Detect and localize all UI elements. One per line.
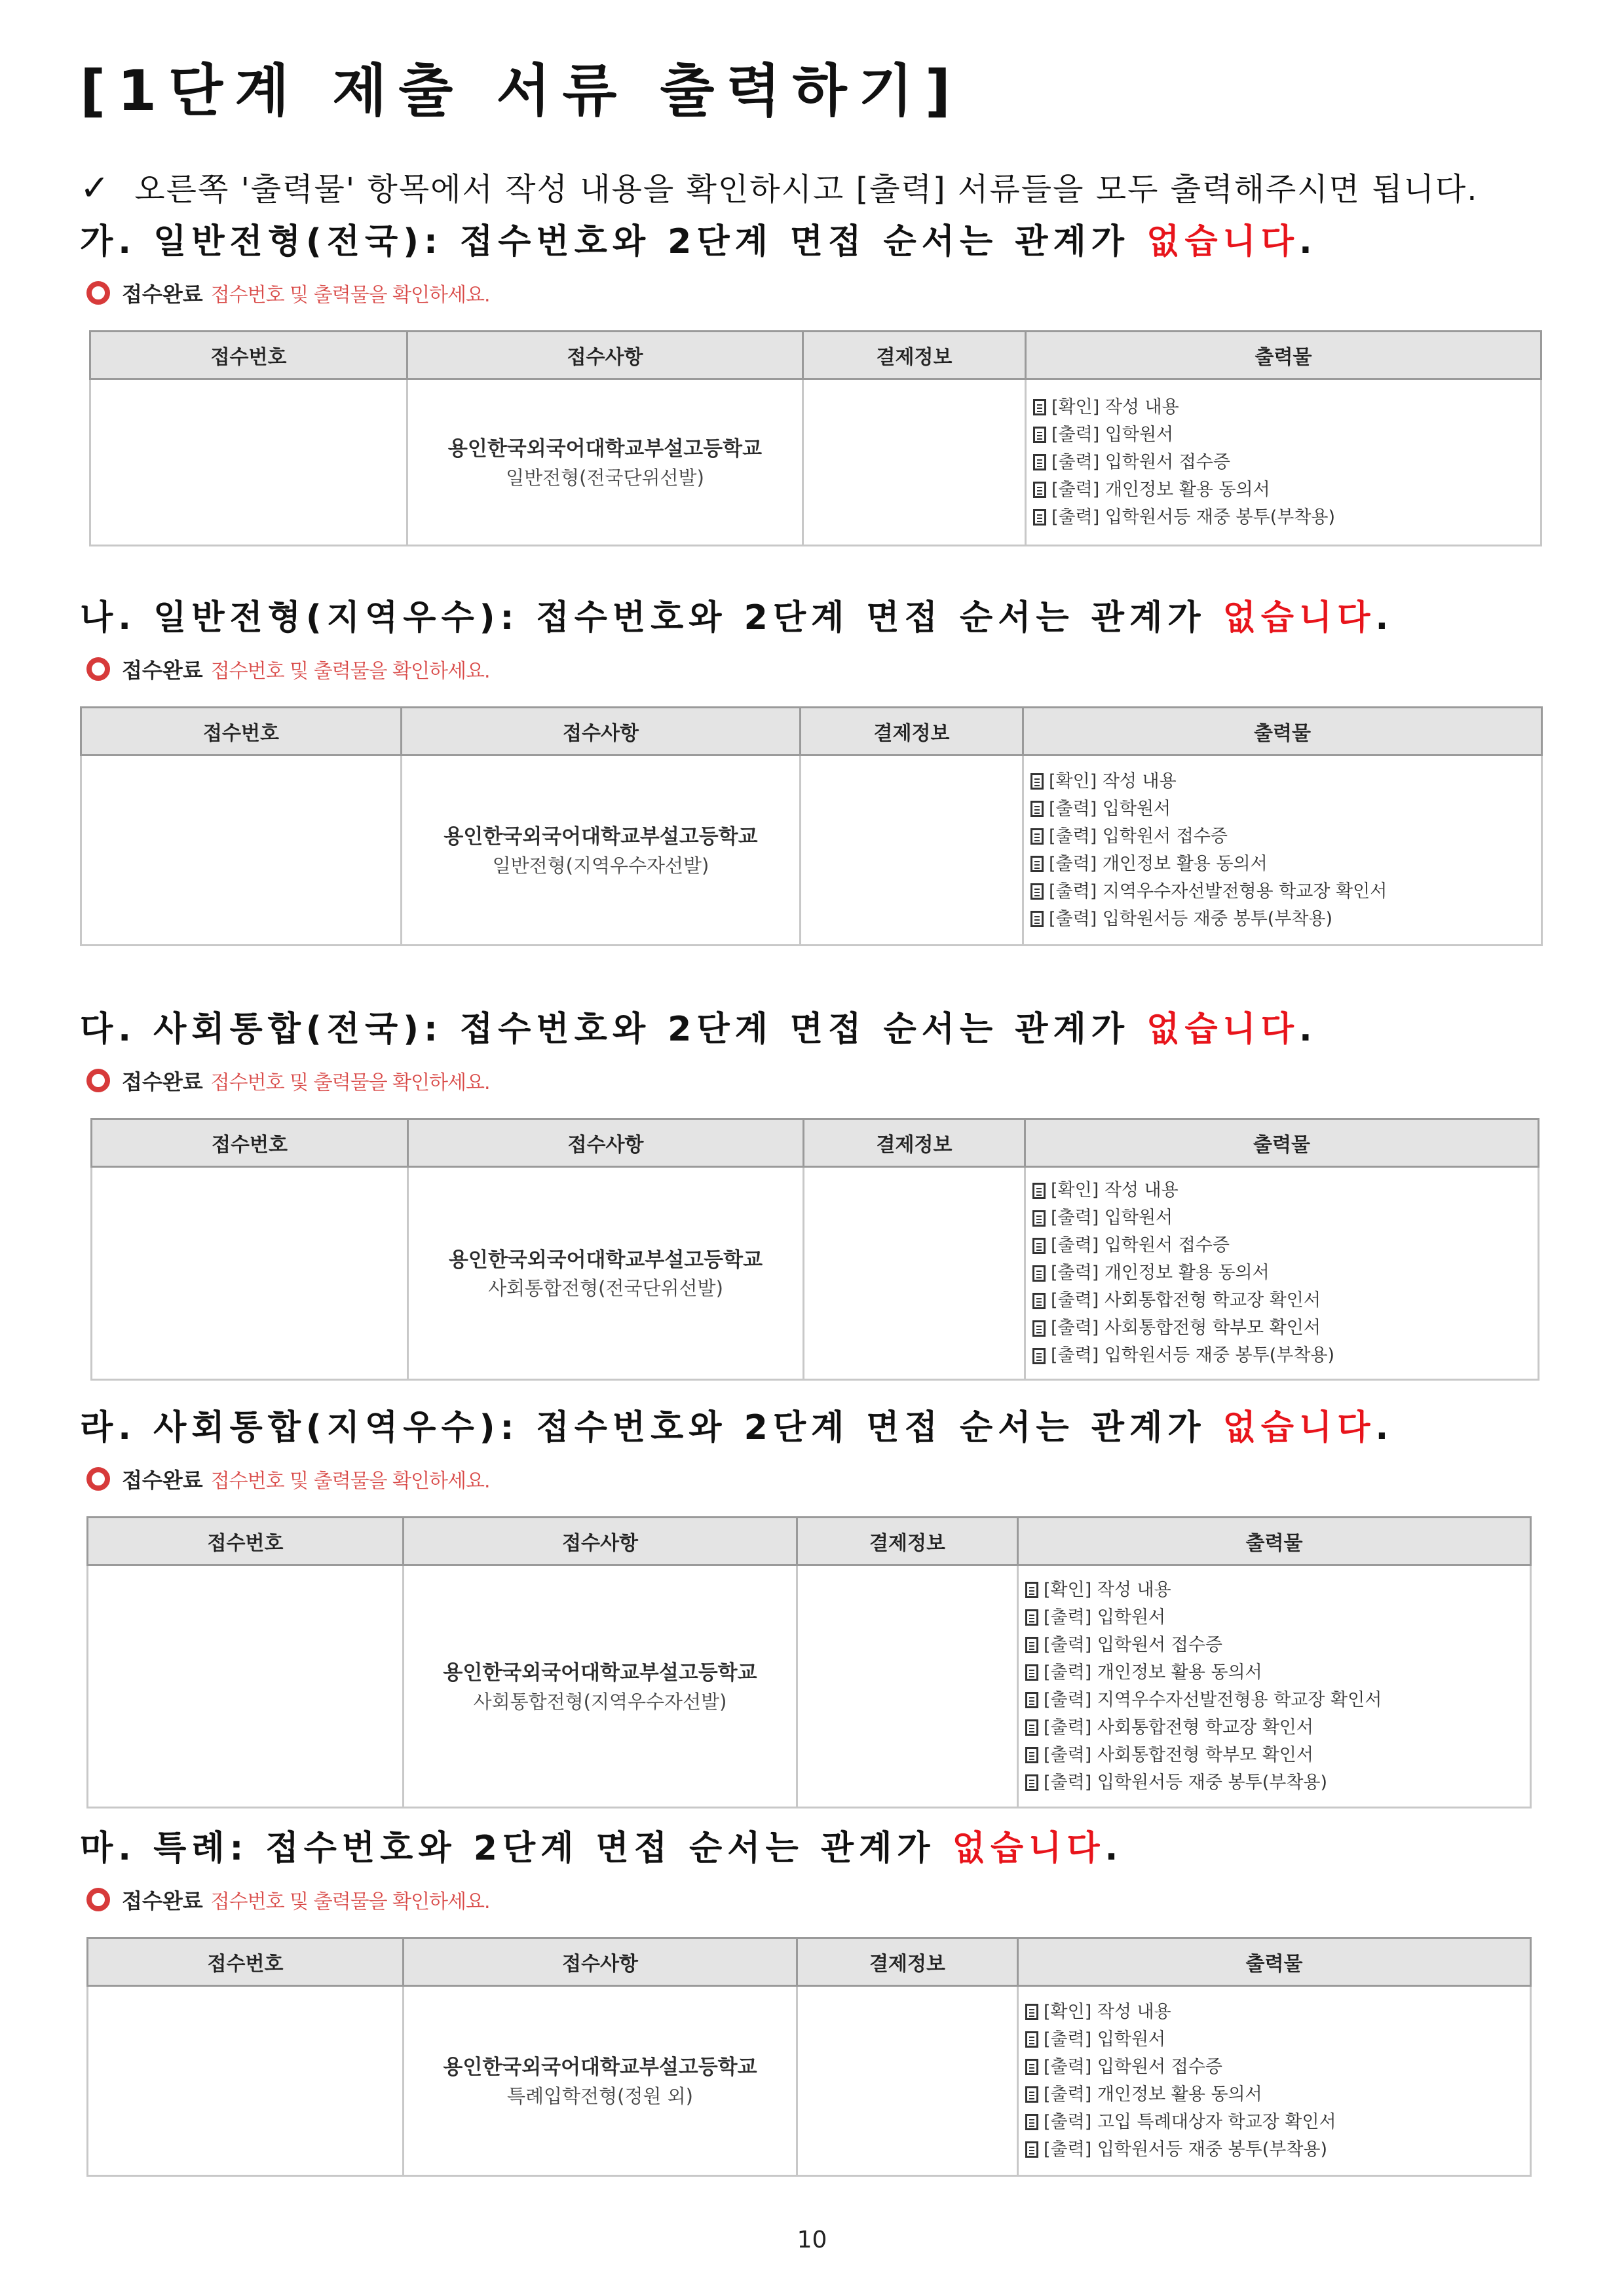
output-item-link[interactable]	[1032, 1259, 1531, 1287]
column-header: 결제정보	[797, 1518, 1018, 1565]
document-icon	[1025, 2004, 1038, 2020]
output-item-link[interactable]	[1032, 1287, 1531, 1314]
section-1	[80, 221, 1547, 546]
admission-track: 사회통합전형(지역우수자선발)	[473, 1690, 727, 1713]
section-heading	[80, 1407, 1547, 1448]
status-ring-icon	[86, 1069, 110, 1092]
output-item-link[interactable]	[1025, 1999, 1523, 2026]
heading-suffix: .	[1105, 1829, 1124, 1868]
document-icon	[1025, 1664, 1038, 1681]
document-icon	[1025, 1774, 1038, 1791]
application-table	[86, 1516, 1532, 1808]
document-icon	[1030, 801, 1044, 817]
document-icon	[1033, 509, 1046, 526]
status-line	[86, 1065, 1547, 1096]
output-item-link[interactable]	[1033, 476, 1534, 504]
column-header: 접수사항	[408, 1119, 804, 1167]
output-item-link[interactable]	[1025, 2109, 1523, 2136]
output-item-link[interactable]	[1025, 1577, 1523, 1604]
application-table	[80, 706, 1543, 946]
document-icon	[1030, 773, 1044, 790]
column-header: 출력물	[1025, 1119, 1539, 1167]
output-item-label: [확인] 작성 내용	[1044, 2001, 1171, 2022]
payment-info-cell	[803, 379, 1026, 546]
output-item-link[interactable]	[1033, 394, 1534, 421]
section-heading	[80, 598, 1547, 638]
status-hint: 접수번호 및 출력물을 확인하세요.	[210, 660, 490, 683]
output-item-label: [출력] 입학원서등 재중 봉투(부착용)	[1051, 1345, 1335, 1366]
document-icon	[1025, 2086, 1038, 2103]
output-item-link[interactable]	[1030, 768, 1534, 795]
output-item-label: [출력] 개인정보 활용 동의서	[1044, 2084, 1262, 2105]
admission-track: 일반전형(지역우수자선발)	[492, 854, 709, 877]
status-line	[86, 1885, 1547, 1915]
status-ring-icon	[86, 657, 110, 681]
table-header-row	[88, 1938, 1531, 1986]
application-number-cell	[81, 756, 402, 946]
output-item-label: [출력] 입학원서등 재중 봉투(부착용)	[1044, 2139, 1328, 2160]
payment-info-cell	[797, 1565, 1018, 1808]
output-item-label: [확인] 작성 내용	[1051, 396, 1179, 417]
output-item-label: [출력] 입학원서	[1044, 2029, 1166, 2050]
column-header: 접수번호	[90, 332, 407, 379]
output-item-label: [출력] 지역우수자선발전형용 학교장 확인서	[1044, 1689, 1382, 1710]
output-list-cell	[1023, 756, 1542, 946]
output-item-label: [출력] 개인정보 활용 동의서	[1044, 1662, 1262, 1683]
document-icon	[1025, 1582, 1038, 1598]
table-row	[81, 756, 1542, 946]
output-item-link[interactable]	[1030, 851, 1534, 878]
document-icon	[1030, 883, 1044, 900]
output-item-link[interactable]	[1025, 1742, 1523, 1769]
column-header: 접수사항	[407, 332, 803, 379]
document-icon	[1032, 1265, 1046, 1282]
section-heading	[80, 221, 1547, 262]
output-item-label: [출력] 입학원서 접수증	[1044, 1634, 1222, 1655]
section-2	[80, 598, 1547, 946]
page-title: [1단계 제출 서류 출력하기]	[80, 58, 963, 124]
heading-text: 다. 사회통합(전국): 접수번호와 2단계 면접 순서는 관계가	[80, 1010, 1147, 1049]
payment-info-cell	[804, 1167, 1025, 1380]
table-row	[90, 379, 1541, 546]
table-header-row	[92, 1119, 1539, 1167]
application-number-cell	[88, 1986, 404, 2176]
status-label: 접수완료	[122, 658, 203, 683]
output-item-link[interactable]	[1030, 823, 1534, 851]
document-icon	[1025, 2114, 1038, 2130]
column-header: 출력물	[1026, 332, 1541, 379]
output-item-label: [출력] 입학원서	[1051, 424, 1174, 445]
checkmark-icon: ✓	[80, 167, 111, 208]
output-item-link[interactable]	[1025, 2136, 1523, 2164]
heading-text: 라. 사회통합(지역우수): 접수번호와 2단계 면접 순서는 관계가	[80, 1408, 1223, 1447]
output-item-label: [확인] 작성 내용	[1044, 1579, 1171, 1600]
output-item-label: [출력] 개인정보 활용 동의서	[1051, 479, 1270, 500]
output-item-label: [출력] 입학원서	[1044, 1607, 1166, 1628]
output-item-label: [출력] 입학원서	[1051, 1208, 1173, 1229]
output-item-label: [출력] 입학원서 접수증	[1051, 1235, 1230, 1256]
status-ring-icon	[86, 1467, 110, 1491]
output-item-link[interactable]	[1032, 1314, 1531, 1342]
payment-info-cell	[797, 1986, 1018, 2176]
table-header-row	[88, 1518, 1531, 1565]
heading-emphasis: 없습니다	[1146, 1010, 1300, 1049]
heading-text: 나. 일반전형(지역우수): 접수번호와 2단계 면접 순서는 관계가	[80, 598, 1223, 638]
output-item-link[interactable]	[1025, 1687, 1523, 1714]
intro-line	[80, 167, 1560, 210]
output-list-cell	[1026, 379, 1541, 546]
column-header: 접수사항	[404, 1938, 797, 1986]
document-icon	[1033, 482, 1046, 498]
output-item-link[interactable]	[1025, 2026, 1523, 2054]
school-name: 용인한국외국어대학교부설고등학교	[443, 1661, 757, 1685]
output-item-link[interactable]	[1030, 906, 1534, 933]
heading-emphasis: 없습니다	[1146, 222, 1300, 261]
column-header: 접수번호	[88, 1518, 404, 1565]
output-item-label: [출력] 입학원서 접수증	[1051, 451, 1230, 472]
document-icon	[1025, 2031, 1038, 2048]
output-item-label: [출력] 입학원서 접수증	[1049, 826, 1228, 847]
output-item-label: [출력] 입학원서등 재중 봉투(부착용)	[1049, 908, 1333, 929]
document-icon	[1032, 1210, 1046, 1227]
status-label: 접수완료	[122, 282, 203, 307]
heading-text: 가. 일반전형(전국): 접수번호와 2단계 면접 순서는 관계가	[80, 222, 1147, 261]
table-row	[88, 1565, 1531, 1808]
document-icon	[1033, 427, 1046, 443]
school-name: 용인한국외국어대학교부설고등학교	[447, 437, 763, 461]
application-details-cell	[407, 379, 803, 546]
section-heading	[80, 1009, 1547, 1050]
column-header: 결제정보	[804, 1119, 1025, 1167]
output-item-link[interactable]	[1030, 795, 1534, 823]
document-icon	[1030, 856, 1044, 872]
output-item-label: [출력] 입학원서	[1049, 798, 1171, 819]
document-icon	[1032, 1348, 1046, 1364]
output-item-link[interactable]	[1032, 1232, 1531, 1259]
column-header: 접수번호	[88, 1938, 404, 1986]
heading-emphasis: 없습니다	[952, 1829, 1105, 1868]
table-row	[88, 1986, 1531, 2176]
output-item-label: [출력] 입학원서 접수증	[1044, 2056, 1222, 2077]
document-icon	[1032, 1293, 1046, 1309]
section-heading	[80, 1828, 1547, 1869]
output-item-link[interactable]	[1032, 1342, 1531, 1369]
column-header: 결제정보	[801, 708, 1023, 756]
status-line	[86, 654, 1547, 684]
output-item-link[interactable]	[1025, 2054, 1523, 2081]
output-item-link[interactable]	[1025, 1769, 1523, 1797]
output-item-label: [출력] 지역우수자선발전형용 학교장 확인서	[1049, 881, 1388, 902]
column-header: 출력물	[1018, 1518, 1531, 1565]
output-list-cell	[1018, 1565, 1531, 1808]
application-number-cell	[92, 1167, 408, 1380]
column-header: 접수번호	[92, 1119, 408, 1167]
document-icon	[1033, 399, 1046, 415]
table-header-row	[90, 332, 1541, 379]
heading-suffix: .	[1375, 598, 1394, 638]
output-item-label: [출력] 입학원서등 재중 봉투(부착용)	[1044, 1772, 1328, 1793]
output-item-label: [출력] 입학원서등 재중 봉투(부착용)	[1051, 507, 1336, 527]
intro-text: 오른쪽 '출력물' 항목에서 작성 내용을 확인하시고 [출력] 서류들을 모두 출력해주시면 됩니다.	[134, 171, 1479, 208]
document-icon	[1025, 1609, 1038, 1626]
application-details-cell	[408, 1167, 804, 1380]
output-item-link[interactable]	[1033, 421, 1534, 449]
output-item-link[interactable]	[1033, 504, 1534, 531]
heading-emphasis: 없습니다	[1222, 598, 1376, 638]
heading-suffix: .	[1299, 222, 1317, 261]
output-list-cell	[1025, 1167, 1539, 1380]
output-item-label: [확인] 작성 내용	[1049, 771, 1177, 792]
status-ring-icon	[86, 281, 110, 305]
school-name: 용인한국외국어대학교부설고등학교	[443, 2056, 757, 2080]
document-icon	[1025, 1719, 1038, 1736]
document-icon	[1032, 1238, 1046, 1254]
admission-track: 특례입학전형(정원 외)	[507, 2084, 693, 2107]
status-line	[86, 1464, 1547, 1494]
output-item-link[interactable]	[1033, 449, 1534, 476]
table-header-row	[81, 708, 1542, 756]
output-item-label: [출력] 사회통합전형 학부모 확인서	[1051, 1318, 1321, 1339]
heading-text: 마. 특례: 접수번호와 2단계 면접 순서는 관계가	[80, 1829, 953, 1868]
output-item-label: [출력] 사회통합전형 학부모 확인서	[1044, 1744, 1313, 1765]
heading-suffix: .	[1375, 1408, 1394, 1447]
document-icon	[1025, 1747, 1038, 1763]
output-item-label: [출력] 개인정보 활용 동의서	[1051, 1263, 1270, 1284]
status-hint: 접수번호 및 출력물을 확인하세요.	[210, 1470, 490, 1493]
status-label: 접수완료	[122, 1069, 203, 1095]
output-item-label: [출력] 사회통합전형 학교장 확인서	[1044, 1717, 1313, 1738]
status-label: 접수완료	[122, 1468, 203, 1493]
document-icon	[1032, 1183, 1046, 1199]
application-table	[86, 1937, 1532, 2177]
application-details-cell	[404, 1565, 797, 1808]
output-item-link[interactable]	[1030, 878, 1534, 906]
document-icon	[1030, 911, 1044, 927]
application-details-cell	[402, 756, 801, 946]
output-item-label: [출력] 고입 특례대상자 학교장 확인서	[1044, 2111, 1336, 2132]
column-header: 접수사항	[402, 708, 801, 756]
output-item-link[interactable]	[1025, 1659, 1523, 1687]
status-label: 접수완료	[122, 1888, 203, 1914]
column-header: 결제정보	[803, 332, 1026, 379]
output-list-cell	[1018, 1986, 1531, 2176]
heading-emphasis: 없습니다	[1222, 1408, 1376, 1447]
status-hint: 접수번호 및 출력물을 확인하세요.	[210, 1071, 490, 1095]
output-item-link[interactable]	[1025, 1714, 1523, 1742]
document-icon	[1025, 1637, 1038, 1653]
document-icon	[1025, 2141, 1038, 2158]
output-item-label: [출력] 사회통합전형 학교장 확인서	[1051, 1290, 1321, 1311]
document-icon	[1025, 2059, 1038, 2075]
application-number-cell	[90, 379, 407, 546]
output-item-link[interactable]	[1032, 1204, 1531, 1232]
status-ring-icon	[86, 1888, 110, 1911]
status-hint: 접수번호 및 출력물을 확인하세요.	[210, 284, 490, 307]
column-header: 출력물	[1023, 708, 1542, 756]
section-5	[80, 1828, 1547, 2177]
application-number-cell	[88, 1565, 404, 1808]
column-header: 접수번호	[81, 708, 402, 756]
column-header: 결제정보	[797, 1938, 1018, 1986]
output-item-label: [출력] 개인정보 활용 동의서	[1049, 853, 1268, 874]
document-icon	[1025, 1692, 1038, 1708]
heading-suffix: .	[1299, 1010, 1317, 1049]
school-name: 용인한국외국어대학교부설고등학교	[448, 1248, 763, 1272]
application-details-cell	[404, 1986, 797, 2176]
section-4	[80, 1407, 1547, 1808]
table-row	[92, 1167, 1539, 1380]
column-header: 출력물	[1018, 1938, 1531, 1986]
column-header: 접수사항	[404, 1518, 797, 1565]
document-icon	[1032, 1320, 1046, 1337]
output-item-link[interactable]	[1025, 1632, 1523, 1659]
status-line	[86, 278, 1547, 308]
section-3	[80, 1009, 1547, 1381]
admission-track: 사회통합전형(전국단위선발)	[488, 1277, 723, 1300]
application-table	[89, 330, 1542, 546]
document-icon	[1033, 454, 1046, 470]
school-name: 용인한국외국어대학교부설고등학교	[444, 825, 758, 849]
output-item-label: [확인] 작성 내용	[1051, 1180, 1179, 1201]
output-item-link[interactable]	[1032, 1177, 1531, 1204]
admission-track: 일반전형(전국단위선발)	[506, 466, 704, 489]
document-icon	[1030, 828, 1044, 845]
page-number: 10	[797, 2227, 827, 2253]
status-hint: 접수번호 및 출력물을 확인하세요.	[210, 1890, 490, 1914]
output-item-link[interactable]	[1025, 1604, 1523, 1632]
application-table	[90, 1118, 1539, 1381]
payment-info-cell	[801, 756, 1023, 946]
output-item-link[interactable]	[1025, 2081, 1523, 2109]
